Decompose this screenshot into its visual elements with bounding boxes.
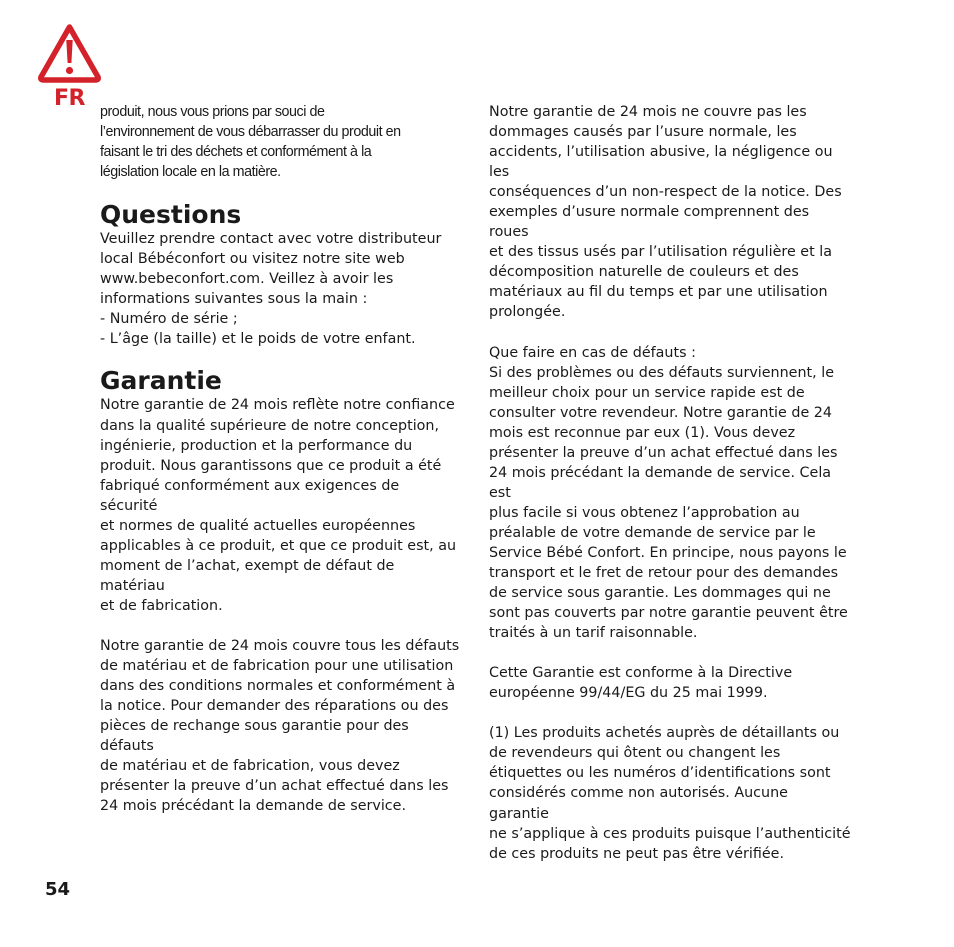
footnote-paragraph: (1) Les produits achetés auprès de détaillants ou de revendeurs qui ôtent ou changent les étiquettes ou les numéros d’identifications sont considérés comme non autorisés. Aucune garantie ne s’applique à ces produits puisque l’authenticité de ces produits ne peut pas être vérifiée. <box>489 725 851 862</box>
questions-paragraph: Veuillez prendre contact avec votre distributeur local Bébéconfort ou visitez notre site web www.bebeconfort.com. Veillez à avoir les informations suivantes sous la main : <box>100 231 442 308</box>
language-label: FR <box>54 86 85 111</box>
questions-heading: Questions <box>100 200 242 230</box>
garantie-paragraph: Notre garantie de 24 mois couvre tous les défauts de matériau et de fabrication pour une utilisation dans des conditions normales et conformément à la notice. Pour demander des réparations ou des pièces de rechange sous garantie pour des défauts de matériau et de fabrication, vous devez présenter la preuve d’un achat effectué dans les 24 mois précédant la demande de service. <box>100 637 460 815</box>
right-column <box>489 102 851 864</box>
disposal-paragraph: produit, nous vous prions par souci de l’environnement de vous débarrasser du produit en faisant le tri des déchets et conformément à la législation locale en la matière. <box>100 104 401 181</box>
exclusions-paragraph: Notre garantie de 24 mois ne couvre pas les dommages causés par l’usure normale, les accidents, l’utilisation abusive, la négligence ou les conséquences d’un non-respect de la notice. Des exemples d’usure normale comprennent des roues et des tissus usés par l’utilisation régulière et la décomposition naturelle de couleurs et des matériaux au fil du temps et par une utilisation prolongée. <box>489 104 842 321</box>
left-column <box>100 102 460 816</box>
directive-paragraph: Cette Garantie est conforme à la Directive européenne 99/44/EG du 25 mai 1999. <box>489 665 793 702</box>
list-item: - L’âge (la taille) et le poids de votre enfant. <box>100 331 416 348</box>
page-number: 54 <box>45 879 71 900</box>
list-item: - Numéro de série ; <box>100 311 238 328</box>
garantie-heading: Garantie <box>100 366 222 396</box>
warning-triangle-icon <box>37 23 102 83</box>
garantie-paragraph: Notre garantie de 24 mois reflète notre confiance dans la qualité supérieure de notre conception, ingénierie, production et la performance du produit. Nous garantissons que ce produit a été fabriqué conformément aux exigences de sécurité et normes de qualité actuelles européennes applicables à ce produit, et que ce produit est, au moment de l’achat, exempt de défaut de matériau et de fabrication. <box>100 397 457 614</box>
defects-paragraph: Que faire en cas de défauts : Si des problèmes ou des défauts surviennent, le meilleur choix pour un service rapide est de consulter votre revendeur. Notre garantie de 24 mois est reconnue par eux (1). Vous devez présenter la preuve d’un achat effectué dans les 24 mois précédant la demande de service. Cela est plus facile si vous obtenez l’approbation au préalable de votre demande de service par le Service Bébé Confort. En principe, nous payons le transport et le fret de retour pour des demandes de service sous garantie. Les dommages qui ne sont pas couverts par notre garantie peuvent être traités à un tarif raisonnable. <box>489 344 848 642</box>
